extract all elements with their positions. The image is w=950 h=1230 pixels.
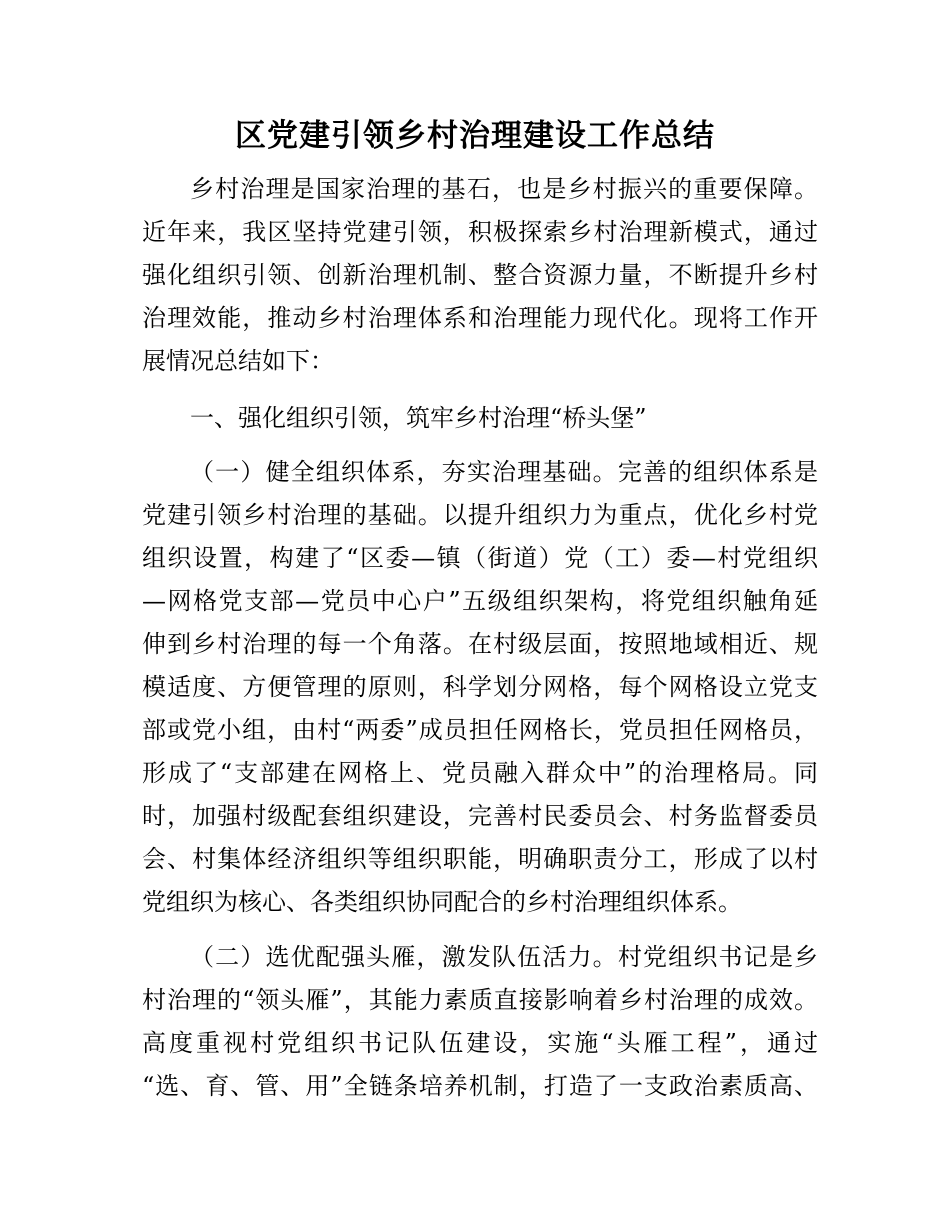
paragraph-line: 部或党小组，由村“两委”成员担任网格长，党员担任网格员， bbox=[142, 716, 818, 744]
paragraph-line: （一）健全组织体系，夯实治理基础。完善的组织体系是 bbox=[190, 458, 818, 486]
paragraph-line: 党组织为核心、各类组织协同配合的乡村治理组织体系。 bbox=[142, 888, 742, 916]
paragraph-line: 模适度、方便管理的原则，科学划分网格，每个网格设立党支 bbox=[142, 673, 818, 701]
subsection-2-paragraph bbox=[142, 936, 818, 1108]
subsection-1-paragraph bbox=[142, 451, 818, 924]
paragraph-line: 近年来，我区坚持党建引领，积极探索乡村治理新模式，通过 bbox=[142, 218, 818, 246]
section-heading bbox=[142, 397, 818, 440]
paragraph-line: 伸到乡村治理的每一个角落。在村级层面，按照地域相近、规 bbox=[142, 630, 818, 658]
paragraph-line: 展情况总结如下： bbox=[142, 347, 334, 375]
paragraph-line: 村治理的“领头雁”，其能力素质直接影响着乡村治理的成效。 bbox=[142, 986, 818, 1014]
paragraph-line: 党建引领乡村治理的基础。以提升组织力为重点，优化乡村党 bbox=[142, 501, 818, 529]
paragraph-line: “选、育、管、用”全链条培养机制，打造了一支政治素质高、 bbox=[142, 1072, 818, 1100]
paragraph-line: （二）选优配强头雁，激发队伍活力。村党组织书记是乡 bbox=[190, 943, 818, 971]
paragraph-line: —网格党支部—党员中心户”五级组织架构，将党组织触角延 bbox=[142, 587, 818, 615]
paragraph-line: 强化组织引领、创新治理机制、整合资源力量，不断提升乡村 bbox=[142, 261, 818, 289]
paragraph-line: 治理效能，推动乡村治理体系和治理能力现代化。现将工作开 bbox=[142, 304, 818, 332]
document-title: 区党建引领乡村治理建设工作总结 bbox=[235, 118, 715, 154]
paragraph-line: 乡村治理是国家治理的基石，也是乡村振兴的重要保障。 bbox=[190, 175, 818, 203]
section-heading-text: 一、强化组织引领，筑牢乡村治理“桥头堡” bbox=[190, 404, 647, 432]
paragraph-line: 时，加强村级配套组织建设，完善村民委员会、村务监督委员 bbox=[142, 802, 818, 830]
intro-paragraph bbox=[142, 168, 818, 383]
paragraph-line: 形成了“支部建在网格上、党员融入群众中”的治理格局。同 bbox=[142, 759, 818, 787]
paragraph-line: 高度重视村党组织书记队伍建设，实施“头雁工程”，通过 bbox=[142, 1029, 818, 1057]
paragraph-line: 会、村集体经济组织等组织职能，明确职责分工，形成了以村 bbox=[142, 845, 818, 873]
paragraph-line: 组织设置，构建了“区委—镇（街道）党（工）委—村党组织 bbox=[142, 544, 818, 572]
